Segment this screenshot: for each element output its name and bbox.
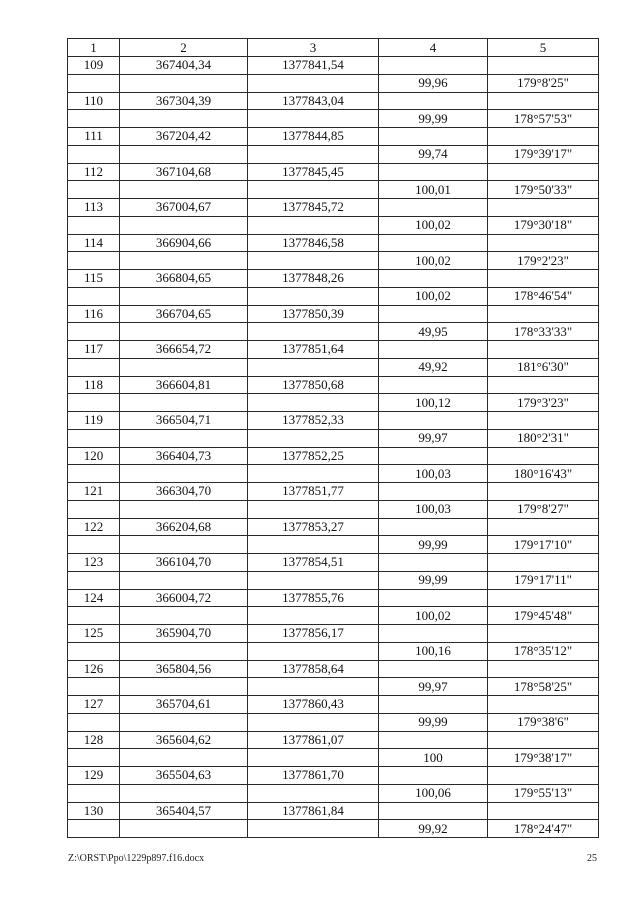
y-coordinate-cell: 1377861,70 <box>248 767 379 785</box>
x-coordinate-cell: 366004,72 <box>120 589 248 607</box>
x-coordinate-cell: 365904,70 <box>120 625 248 643</box>
empty-cell <box>68 820 120 838</box>
table-row <box>68 394 599 412</box>
empty-cell <box>120 181 248 199</box>
empty-cell <box>379 589 488 607</box>
point-number-cell: 114 <box>68 234 120 252</box>
empty-cell <box>379 483 488 501</box>
empty-cell <box>120 216 248 234</box>
x-coordinate-cell: 366904,66 <box>120 234 248 252</box>
y-coordinate-cell: 1377856,17 <box>248 625 379 643</box>
empty-cell <box>68 429 120 447</box>
empty-cell <box>379 57 488 75</box>
distance-cell: 100,03 <box>379 465 488 483</box>
distance-cell: 100,02 <box>379 287 488 305</box>
empty-cell <box>488 270 599 288</box>
distance-cell: 99,97 <box>379 678 488 696</box>
table-row <box>68 607 599 625</box>
empty-cell <box>120 110 248 128</box>
empty-cell <box>248 394 379 412</box>
empty-cell <box>488 660 599 678</box>
empty-cell <box>248 749 379 767</box>
point-number-cell: 116 <box>68 305 120 323</box>
empty-cell <box>68 536 120 554</box>
distance-cell: 100,02 <box>379 607 488 625</box>
empty-cell <box>248 145 379 163</box>
table-row <box>68 554 599 572</box>
point-number-cell: 121 <box>68 483 120 501</box>
distance-cell: 100,01 <box>379 181 488 199</box>
point-number-cell: 115 <box>68 270 120 288</box>
angle-cell: 178°57'53" <box>488 110 599 128</box>
y-coordinate-cell: 1377851,64 <box>248 341 379 359</box>
header-col-2: 2 <box>120 39 248 57</box>
table-row <box>68 270 599 288</box>
empty-cell <box>120 394 248 412</box>
empty-cell <box>68 110 120 128</box>
empty-cell <box>379 554 488 572</box>
point-number-cell: 129 <box>68 767 120 785</box>
empty-cell <box>488 128 599 146</box>
footer-file-path: Z:\ORST\Ppo\1229p897.f16.docx <box>68 853 205 864</box>
empty-cell <box>488 57 599 75</box>
y-coordinate-cell: 1377855,76 <box>248 589 379 607</box>
empty-cell <box>379 234 488 252</box>
angle-cell: 179°39'17" <box>488 145 599 163</box>
empty-cell <box>379 731 488 749</box>
point-number-cell: 124 <box>68 589 120 607</box>
x-coordinate-cell: 367004,67 <box>120 199 248 217</box>
empty-cell <box>248 252 379 270</box>
y-coordinate-cell: 1377852,25 <box>248 447 379 465</box>
empty-cell <box>488 163 599 181</box>
empty-cell <box>68 749 120 767</box>
angle-cell: 179°8'25" <box>488 74 599 92</box>
empty-cell <box>379 767 488 785</box>
point-number-cell: 125 <box>68 625 120 643</box>
angle-cell: 181°6'30" <box>488 358 599 376</box>
empty-cell <box>68 216 120 234</box>
y-coordinate-cell: 1377850,39 <box>248 305 379 323</box>
table-row <box>68 163 599 181</box>
y-coordinate-cell: 1377846,58 <box>248 234 379 252</box>
empty-cell <box>68 713 120 731</box>
footer-page-number: 25 <box>587 853 597 864</box>
point-number-cell: 113 <box>68 199 120 217</box>
y-coordinate-cell: 1377854,51 <box>248 554 379 572</box>
empty-cell <box>248 642 379 660</box>
table-row <box>68 696 599 714</box>
empty-cell <box>379 305 488 323</box>
table-row <box>68 642 599 660</box>
distance-cell: 100,16 <box>379 642 488 660</box>
angle-cell: 180°2'31" <box>488 429 599 447</box>
table-row <box>68 571 599 589</box>
empty-cell <box>120 713 248 731</box>
empty-cell <box>248 465 379 483</box>
empty-cell <box>379 128 488 146</box>
empty-cell <box>379 92 488 110</box>
angle-cell: 179°45'48" <box>488 607 599 625</box>
empty-cell <box>379 447 488 465</box>
distance-cell: 99,99 <box>379 713 488 731</box>
empty-cell <box>488 767 599 785</box>
y-coordinate-cell: 1377861,84 <box>248 802 379 820</box>
table-row <box>68 110 599 128</box>
x-coordinate-cell: 365504,63 <box>120 767 248 785</box>
empty-cell <box>120 536 248 554</box>
table-row <box>68 199 599 217</box>
empty-cell <box>488 802 599 820</box>
angle-cell: 179°55'13" <box>488 784 599 802</box>
table-row <box>68 305 599 323</box>
empty-cell <box>488 696 599 714</box>
empty-cell <box>488 447 599 465</box>
distance-cell: 99,74 <box>379 145 488 163</box>
empty-cell <box>488 376 599 394</box>
distance-cell: 99,96 <box>379 74 488 92</box>
y-coordinate-cell: 1377843,04 <box>248 92 379 110</box>
table-row <box>68 660 599 678</box>
distance-cell: 99,99 <box>379 571 488 589</box>
empty-cell <box>488 554 599 572</box>
empty-cell <box>68 784 120 802</box>
table-row <box>68 92 599 110</box>
x-coordinate-cell: 365404,57 <box>120 802 248 820</box>
table-row <box>68 518 599 536</box>
angle-cell: 178°24'47" <box>488 820 599 838</box>
table-row <box>68 483 599 501</box>
distance-cell: 100,12 <box>379 394 488 412</box>
empty-cell <box>120 145 248 163</box>
distance-cell: 100,02 <box>379 252 488 270</box>
angle-cell: 179°3'23" <box>488 394 599 412</box>
empty-cell <box>488 518 599 536</box>
distance-cell: 99,99 <box>379 110 488 128</box>
x-coordinate-cell: 365604,62 <box>120 731 248 749</box>
x-coordinate-cell: 366604,81 <box>120 376 248 394</box>
empty-cell <box>120 287 248 305</box>
empty-cell <box>68 287 120 305</box>
empty-cell <box>379 163 488 181</box>
table-row <box>68 678 599 696</box>
empty-cell <box>120 571 248 589</box>
table-row <box>68 589 599 607</box>
x-coordinate-cell: 366104,70 <box>120 554 248 572</box>
empty-cell <box>248 216 379 234</box>
table-row <box>68 713 599 731</box>
x-coordinate-cell: 366654,72 <box>120 341 248 359</box>
table-row <box>68 429 599 447</box>
y-coordinate-cell: 1377850,68 <box>248 376 379 394</box>
empty-cell <box>120 358 248 376</box>
empty-cell <box>68 145 120 163</box>
x-coordinate-cell: 367104,68 <box>120 163 248 181</box>
empty-cell <box>488 625 599 643</box>
empty-cell <box>379 412 488 430</box>
y-coordinate-cell: 1377853,27 <box>248 518 379 536</box>
point-number-cell: 127 <box>68 696 120 714</box>
angle-cell: 178°58'25" <box>488 678 599 696</box>
table-row <box>68 74 599 92</box>
empty-cell <box>248 429 379 447</box>
empty-cell <box>248 74 379 92</box>
empty-cell <box>120 74 248 92</box>
empty-cell <box>120 642 248 660</box>
empty-cell <box>488 199 599 217</box>
empty-cell <box>68 465 120 483</box>
distance-cell: 100,06 <box>379 784 488 802</box>
x-coordinate-cell: 366304,70 <box>120 483 248 501</box>
angle-cell: 179°2'23" <box>488 252 599 270</box>
point-number-cell: 119 <box>68 412 120 430</box>
distance-cell: 100,03 <box>379 500 488 518</box>
header-col-5: 5 <box>488 39 599 57</box>
x-coordinate-cell: 366804,65 <box>120 270 248 288</box>
table-row <box>68 500 599 518</box>
empty-cell <box>248 820 379 838</box>
x-coordinate-cell: 367304,39 <box>120 92 248 110</box>
x-coordinate-cell: 367204,42 <box>120 128 248 146</box>
y-coordinate-cell: 1377861,07 <box>248 731 379 749</box>
table-row <box>68 625 599 643</box>
angle-cell: 178°35'12" <box>488 642 599 660</box>
angle-cell: 179°38'17" <box>488 749 599 767</box>
point-number-cell: 111 <box>68 128 120 146</box>
empty-cell <box>379 270 488 288</box>
empty-cell <box>379 518 488 536</box>
angle-cell: 179°50'33" <box>488 181 599 199</box>
empty-cell <box>248 110 379 128</box>
distance-cell: 49,92 <box>379 358 488 376</box>
point-number-cell: 109 <box>68 57 120 75</box>
empty-cell <box>68 358 120 376</box>
empty-cell <box>488 234 599 252</box>
empty-cell <box>379 625 488 643</box>
table-row <box>68 465 599 483</box>
empty-cell <box>248 287 379 305</box>
y-coordinate-cell: 1377844,85 <box>248 128 379 146</box>
point-number-cell: 123 <box>68 554 120 572</box>
point-number-cell: 110 <box>68 92 120 110</box>
point-number-cell: 118 <box>68 376 120 394</box>
empty-cell <box>379 696 488 714</box>
table-row <box>68 784 599 802</box>
empty-cell <box>68 571 120 589</box>
empty-cell <box>120 252 248 270</box>
header-col-3: 3 <box>248 39 379 57</box>
empty-cell <box>68 500 120 518</box>
distance-cell: 100,02 <box>379 216 488 234</box>
empty-cell <box>68 181 120 199</box>
y-coordinate-cell: 1377858,64 <box>248 660 379 678</box>
empty-cell <box>248 323 379 341</box>
table-row <box>68 128 599 146</box>
empty-cell <box>488 731 599 749</box>
empty-cell <box>68 607 120 625</box>
empty-cell <box>379 199 488 217</box>
angle-cell: 179°38'6" <box>488 713 599 731</box>
empty-cell <box>120 784 248 802</box>
table-row <box>68 731 599 749</box>
empty-cell <box>120 500 248 518</box>
angle-cell: 179°17'10" <box>488 536 599 554</box>
table-row <box>68 341 599 359</box>
empty-cell <box>120 465 248 483</box>
table-row <box>68 767 599 785</box>
table-header-row <box>68 39 599 57</box>
empty-cell <box>248 536 379 554</box>
empty-cell <box>379 660 488 678</box>
table-body <box>68 57 599 838</box>
y-coordinate-cell: 1377841,54 <box>248 57 379 75</box>
empty-cell <box>488 483 599 501</box>
empty-cell <box>488 589 599 607</box>
empty-cell <box>488 305 599 323</box>
x-coordinate-cell: 366404,73 <box>120 447 248 465</box>
angle-cell: 179°8'27" <box>488 500 599 518</box>
empty-cell <box>248 500 379 518</box>
empty-cell <box>68 74 120 92</box>
empty-cell <box>488 412 599 430</box>
x-coordinate-cell: 367404,34 <box>120 57 248 75</box>
distance-cell: 99,92 <box>379 820 488 838</box>
empty-cell <box>248 571 379 589</box>
empty-cell <box>68 323 120 341</box>
y-coordinate-cell: 1377852,33 <box>248 412 379 430</box>
angle-cell: 179°30'18" <box>488 216 599 234</box>
y-coordinate-cell: 1377851,77 <box>248 483 379 501</box>
empty-cell <box>248 181 379 199</box>
angle-cell: 179°17'11" <box>488 571 599 589</box>
table-row <box>68 287 599 305</box>
point-number-cell: 117 <box>68 341 120 359</box>
empty-cell <box>120 429 248 447</box>
y-coordinate-cell: 1377860,43 <box>248 696 379 714</box>
y-coordinate-cell: 1377845,72 <box>248 199 379 217</box>
table-row <box>68 358 599 376</box>
empty-cell <box>248 678 379 696</box>
table-row <box>68 749 599 767</box>
table-row <box>68 447 599 465</box>
coordinates-table <box>67 38 599 838</box>
empty-cell <box>120 323 248 341</box>
table-row <box>68 376 599 394</box>
table-row <box>68 820 599 838</box>
point-number-cell: 120 <box>68 447 120 465</box>
table-row <box>68 536 599 554</box>
header-col-1: 1 <box>68 39 120 57</box>
table-row <box>68 234 599 252</box>
table-row <box>68 145 599 163</box>
empty-cell <box>120 749 248 767</box>
x-coordinate-cell: 365704,61 <box>120 696 248 714</box>
x-coordinate-cell: 366204,68 <box>120 518 248 536</box>
distance-cell: 49,95 <box>379 323 488 341</box>
empty-cell <box>120 678 248 696</box>
y-coordinate-cell: 1377845,45 <box>248 163 379 181</box>
point-number-cell: 126 <box>68 660 120 678</box>
point-number-cell: 122 <box>68 518 120 536</box>
point-number-cell: 130 <box>68 802 120 820</box>
y-coordinate-cell: 1377848,26 <box>248 270 379 288</box>
table-row <box>68 57 599 75</box>
x-coordinate-cell: 365804,56 <box>120 660 248 678</box>
distance-cell: 99,99 <box>379 536 488 554</box>
empty-cell <box>248 607 379 625</box>
point-number-cell: 128 <box>68 731 120 749</box>
empty-cell <box>120 820 248 838</box>
empty-cell <box>248 713 379 731</box>
empty-cell <box>68 678 120 696</box>
point-number-cell: 112 <box>68 163 120 181</box>
empty-cell <box>488 92 599 110</box>
empty-cell <box>248 358 379 376</box>
empty-cell <box>248 784 379 802</box>
distance-cell: 99,97 <box>379 429 488 447</box>
table-row <box>68 181 599 199</box>
x-coordinate-cell: 366504,71 <box>120 412 248 430</box>
angle-cell: 178°33'33" <box>488 323 599 341</box>
empty-cell <box>379 341 488 359</box>
distance-cell: 100 <box>379 749 488 767</box>
table-row <box>68 252 599 270</box>
empty-cell <box>379 376 488 394</box>
table-row <box>68 802 599 820</box>
angle-cell: 180°16'43" <box>488 465 599 483</box>
table-row <box>68 412 599 430</box>
empty-cell <box>68 394 120 412</box>
empty-cell <box>379 802 488 820</box>
angle-cell: 178°46'54" <box>488 287 599 305</box>
empty-cell <box>68 252 120 270</box>
empty-cell <box>120 607 248 625</box>
header-col-4: 4 <box>379 39 488 57</box>
empty-cell <box>68 642 120 660</box>
table-row <box>68 216 599 234</box>
x-coordinate-cell: 366704,65 <box>120 305 248 323</box>
table-row <box>68 323 599 341</box>
empty-cell <box>488 341 599 359</box>
